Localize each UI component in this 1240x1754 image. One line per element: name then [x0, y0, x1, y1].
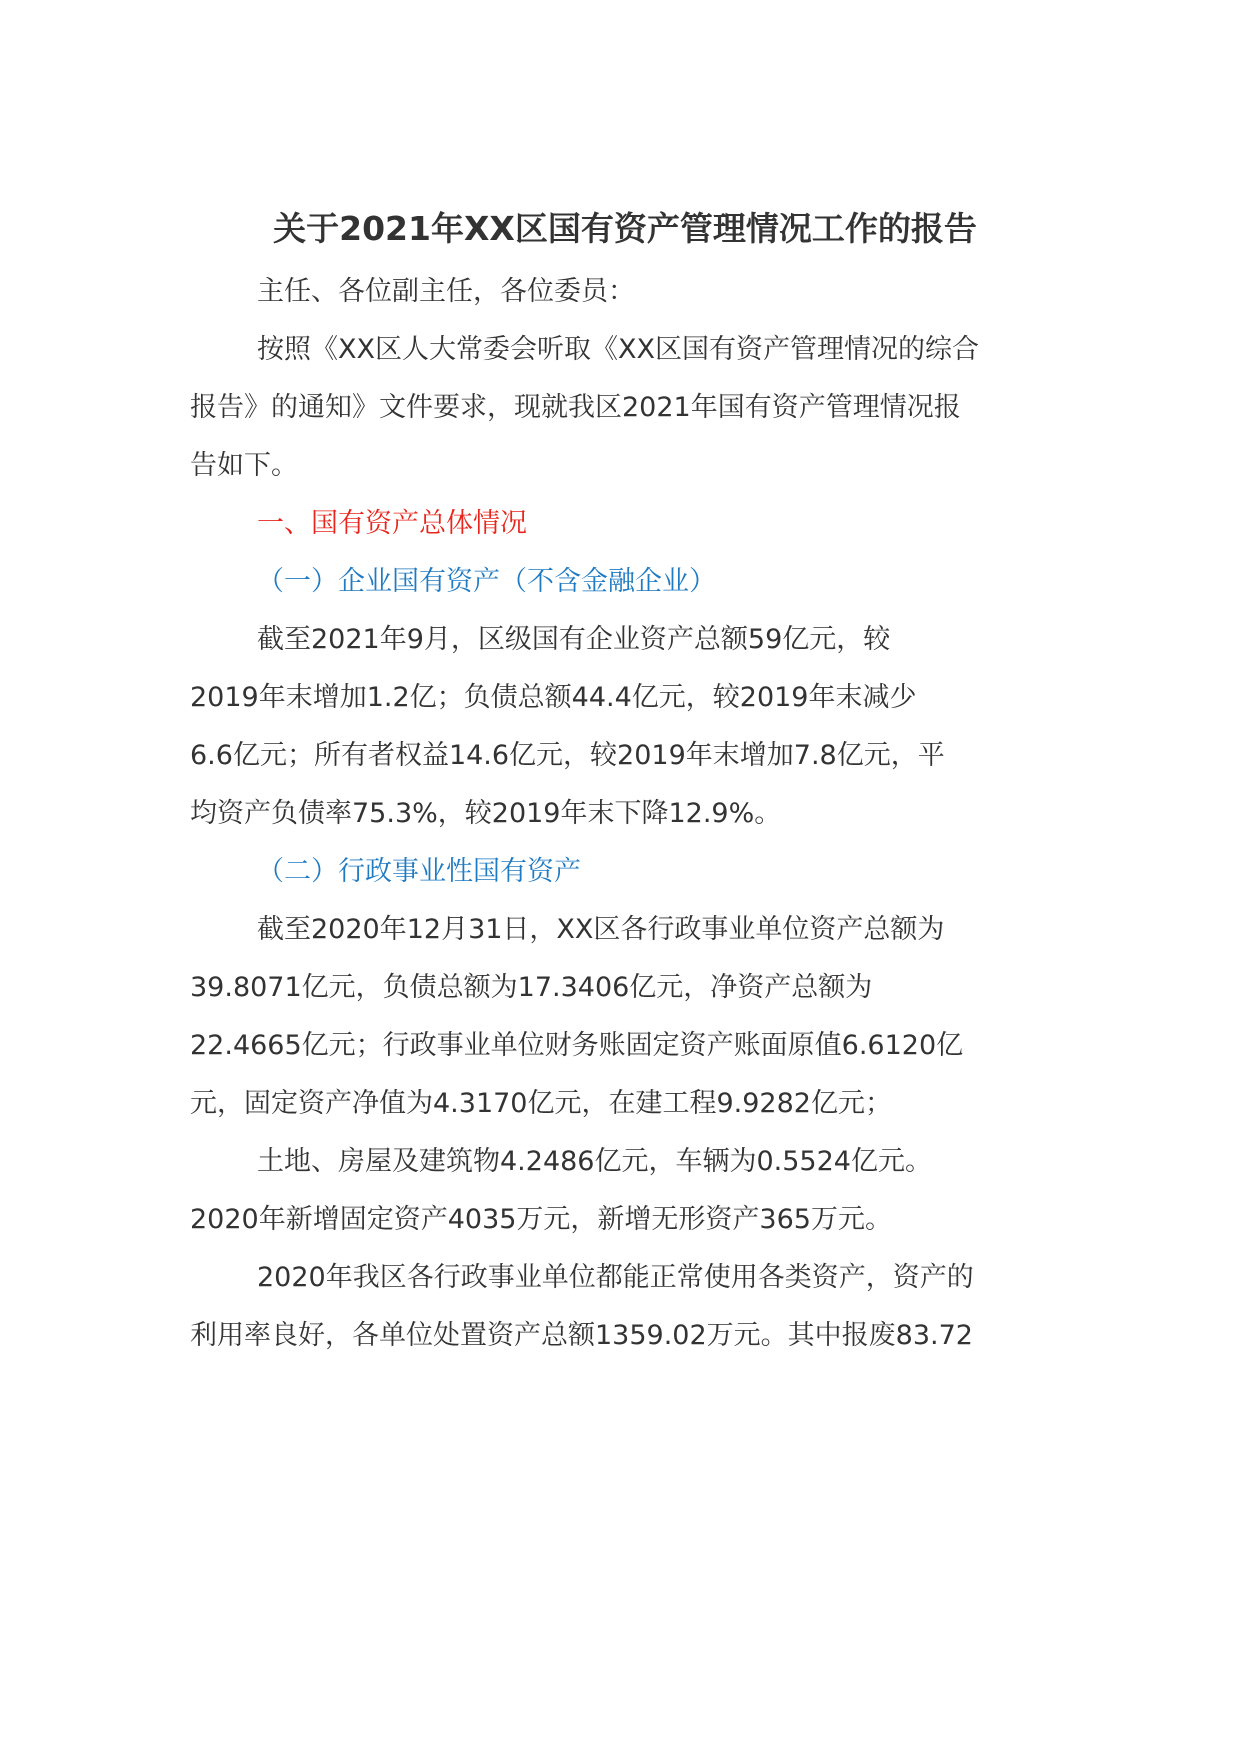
paragraph-line: 22.4665亿元；行政事业单位财务账固定资产账面原值6.6120亿	[190, 1030, 964, 1061]
subsection-heading: （二）行政事业性国有资产	[257, 856, 581, 887]
salutation: 主任、各位副主任，各位委员：	[257, 276, 635, 307]
section-heading: 一、国有资产总体情况	[257, 508, 527, 539]
subsection-heading: （一）企业国有资产（不含金融企业）	[257, 566, 716, 597]
intro-line: 报告》的通知》文件要求，现就我区2021年国有资产管理情况报	[190, 392, 961, 423]
paragraph-line: 39.8071亿元，负债总额为17.3406亿元，净资产总额为	[190, 972, 873, 1003]
paragraph-line: 2019年末增加1.2亿；负债总额44.4亿元，较2019年末减少	[190, 682, 917, 713]
paragraph-line: 元，固定资产净值为4.3170亿元，在建工程9.9282亿元；	[190, 1088, 892, 1119]
paragraph-line: 6.6亿元；所有者权益14.6亿元，较2019年末增加7.8亿元，平	[190, 740, 945, 771]
intro-line: 按照《XX区人大常委会听取《XX区国有资产管理情况的综合	[257, 334, 979, 365]
paragraph-line: 2020年新增固定资产4035万元，新增无形资产365万元。	[190, 1204, 892, 1235]
paragraph-line: 土地、房屋及建筑物4.2486亿元，车辆为0.5524亿元。	[257, 1146, 932, 1177]
paragraph-line: 均资产负债率75.3%，较2019年末下降12.9%。	[190, 798, 782, 829]
report-title: 关于2021年XX区国有资产管理情况工作的报告	[273, 209, 977, 248]
document-page	[190, 0, 1060, 1754]
paragraph-line: 截至2021年9月，区级国有企业资产总额59亿元，较	[257, 624, 891, 655]
paragraph-line: 截至2020年12月31日，XX区各行政事业单位资产总额为	[257, 914, 945, 945]
paragraph-line: 利用率良好，各单位处置资产总额1359.02万元。其中报废83.72	[190, 1320, 973, 1351]
intro-line: 告如下。	[190, 450, 298, 481]
paragraph-line: 2020年我区各行政事业单位都能正常使用各类资产，资产的	[257, 1262, 974, 1293]
